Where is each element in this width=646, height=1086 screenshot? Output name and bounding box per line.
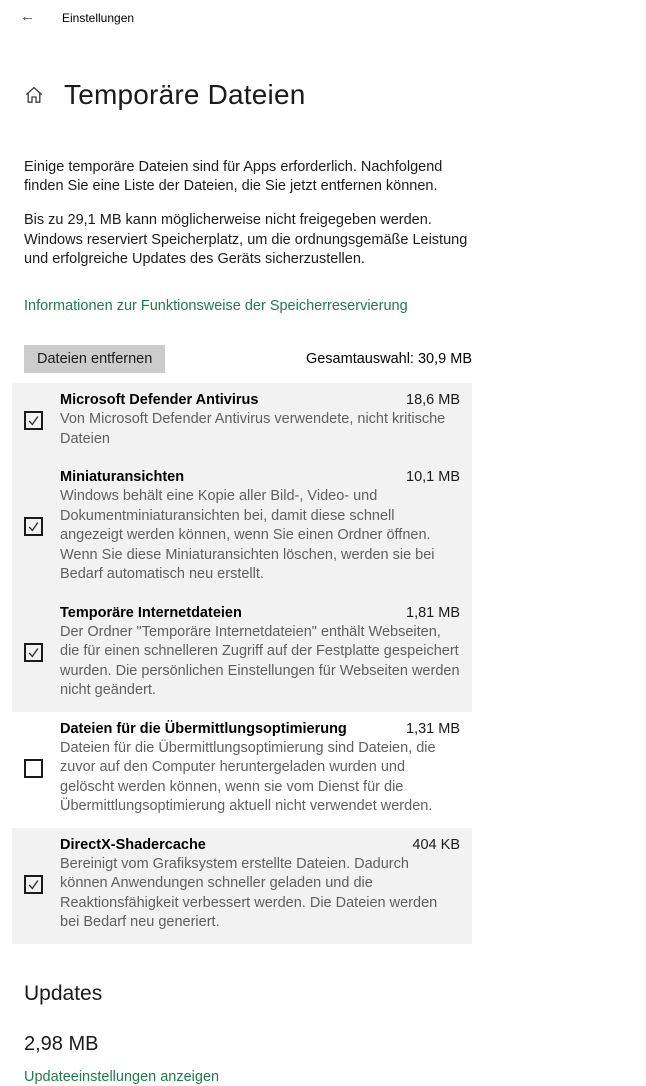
updates-heading: Updates (24, 981, 103, 1005)
intro-text: Einige temporäre Dateien sind für Apps erforderlich. Nachfolgend finden Sie eine Liste der Dateien, die Sie jetzt entfernen können. (24, 158, 443, 194)
item-description: Bereinigt vom Grafiksystem erstellte Dateien. Dadurch können Anwendungen schneller geladen und die Reaktionsfähigkeit verbessert werden. Die Dateien werden bei Bedarf neu generiert. (60, 855, 438, 930)
titlebar (0, 0, 646, 26)
storage-reserve-link[interactable]: Informationen zur Funktionsweise der Speicherreservierung (24, 298, 408, 314)
home-icon (24, 85, 44, 105)
file-list-item (12, 712, 472, 828)
reserve-note-text: Bis zu 29,1 MB kann möglicherweise nicht freigegeben werden. Windows reserviert Speicherplatz, um die ordnungsgemäße Leistung und erfolgreiche Updates des Geräts sicherzustellen. (24, 212, 468, 267)
item-size: 10,1 MB (406, 469, 460, 485)
item-description: Windows behält eine Kopie aller Bild-, Video- und Dokumentminiaturansichten bei, damit diese schnell angezeigt werden können, wenn Sie einen Ordner öffnen. Wenn Sie diese Miniaturansichten löschen, werden sie bei Bedarf automatisch neu erstellt. (60, 488, 435, 582)
item-description: Dateien für die Übermittlungsoptimierung sind Dateien, die zuvor auf den Computer heruntergeladen wurden und gelöscht werden können, wenn sie vom Dienst für die Übermittlungsoptimierung aktuell nicht verwendet werden. (60, 739, 436, 814)
item-size: 1,81 MB (406, 604, 460, 621)
item-title: Dateien für die Übermittlungsoptimierung (60, 720, 347, 737)
item-body (60, 392, 460, 449)
item-title: Temporäre Internetdateien (60, 604, 242, 621)
page-title: Temporäre Dateien (64, 78, 306, 110)
item-checkbox[interactable] (24, 643, 43, 662)
item-title: DirectX-Shadercache (60, 836, 206, 853)
file-list-item (12, 383, 472, 460)
updates-size: 2,98 MB (24, 1032, 99, 1055)
item-checkbox[interactable] (24, 517, 43, 536)
item-checkbox[interactable] (24, 759, 43, 778)
item-title: Miniaturansichten (60, 469, 185, 485)
page-header (24, 60, 646, 130)
total-selection-label: Gesamtauswahl: 30,9 MB (305, 351, 472, 367)
item-checkbox[interactable] (24, 411, 43, 430)
update-settings-link[interactable]: Updateeinstellungen anzeigen (24, 1068, 220, 1085)
file-list-item (12, 828, 472, 944)
toolbar (24, 345, 472, 373)
item-body (60, 837, 460, 933)
app-title: Einstellungen (62, 11, 135, 25)
back-arrow-icon[interactable]: ← (20, 8, 35, 25)
item-size: 18,6 MB (406, 392, 460, 408)
item-description: Von Microsoft Defender Antivirus verwendete, nicht kritische Dateien (60, 411, 446, 447)
file-list-item (12, 460, 472, 596)
item-description: Der Ordner "Temporäre Internetdateien" enthält Webseiten, die für einen schnelleren Zugriff auf der Festplatte gespeichert wurden. Die persönlichen Einstellungen für Webseiten werden nicht geändert. (60, 623, 460, 698)
file-list (12, 383, 472, 944)
item-body (60, 605, 460, 701)
item-checkbox[interactable] (24, 875, 43, 894)
item-title: Microsoft Defender Antivirus (60, 392, 259, 408)
updates-section (24, 982, 646, 1086)
item-body (60, 721, 460, 817)
item-size: 404 KB (412, 836, 460, 853)
file-list-item (12, 596, 472, 712)
remove-files-button[interactable]: Dateien entfernen (24, 345, 165, 373)
item-body (60, 469, 460, 585)
item-size: 1,31 MB (406, 720, 460, 737)
